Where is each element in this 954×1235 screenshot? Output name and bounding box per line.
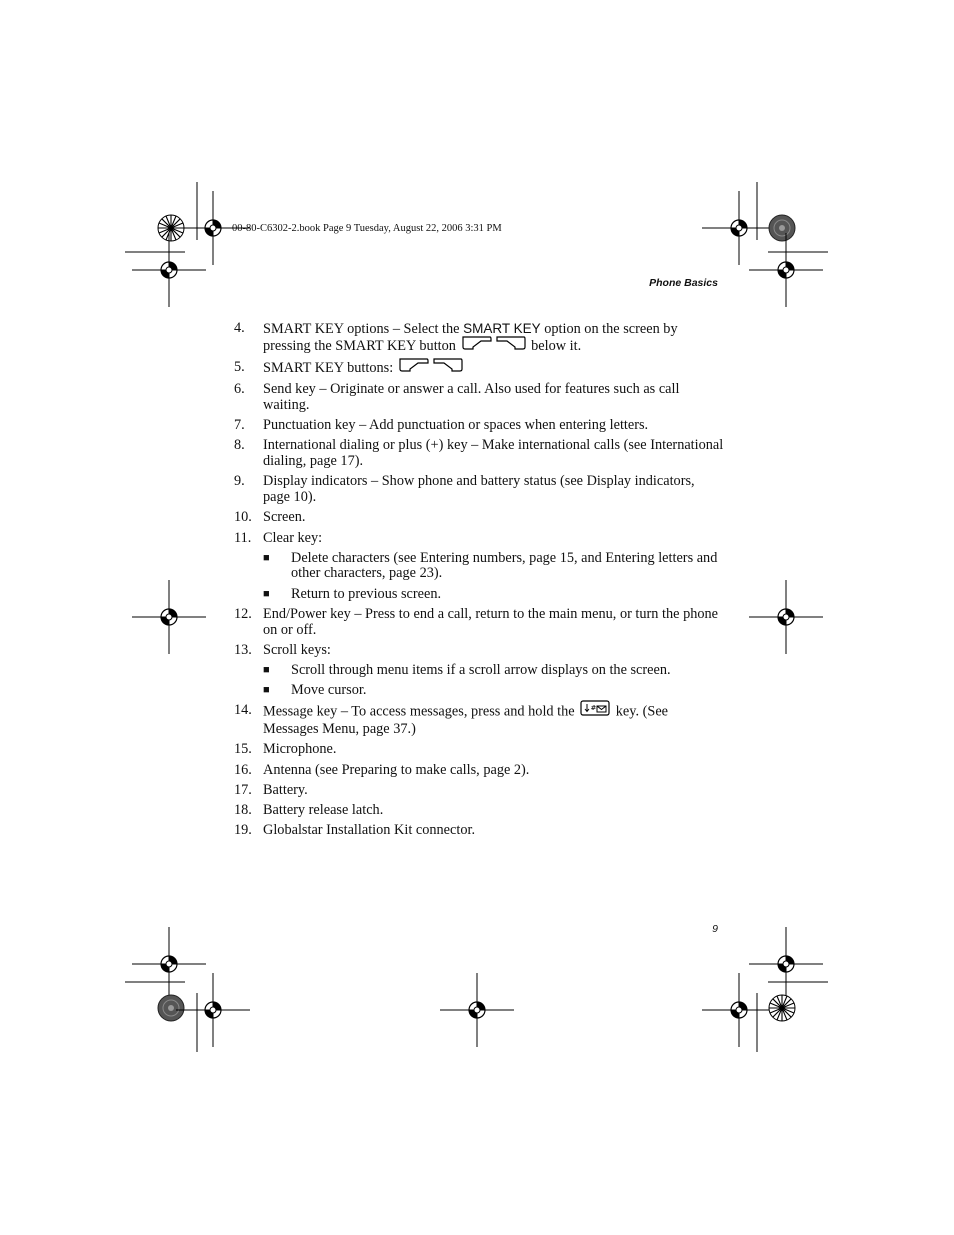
bullet-icon: ■ bbox=[263, 551, 270, 564]
smart-key-label: SMART KEY bbox=[463, 321, 541, 336]
item-number: 16. bbox=[234, 761, 252, 778]
list-item bbox=[234, 510, 724, 526]
item-number: 7. bbox=[234, 417, 245, 434]
item-text-part: key. (See Messages Menu, page 37.) bbox=[263, 704, 669, 738]
item-number: 17. bbox=[234, 781, 252, 798]
item-content bbox=[263, 643, 724, 699]
item-number: 10. bbox=[234, 509, 252, 526]
list-item bbox=[234, 703, 724, 738]
section-header: Phone Basics bbox=[649, 277, 718, 289]
item-text: End/Power key – Press to end a call, return to the main menu, or turn the phone on or off. bbox=[263, 605, 719, 638]
item-text: International dialing or plus (+) key – Make international calls (see International dialing, page 17). bbox=[263, 437, 724, 470]
list-item bbox=[234, 321, 724, 356]
smart-key-right-icon bbox=[432, 356, 464, 378]
list-item bbox=[234, 531, 724, 603]
item-text: Punctuation key – Add punctuation or spaces when entering letters. bbox=[263, 417, 649, 434]
item-text-part: SMART KEY options – Select the bbox=[263, 321, 464, 337]
item-text bbox=[263, 360, 724, 378]
item-number: 15. bbox=[234, 741, 252, 758]
key-list bbox=[234, 321, 724, 843]
item-text: Microphone. bbox=[263, 741, 337, 758]
item-text: Display indicators – Show phone and battery status (see Display indicators, page 10). bbox=[263, 473, 695, 506]
list-item bbox=[234, 474, 724, 506]
item-text: Globalstar Installation Kit connector. bbox=[263, 822, 476, 839]
item-text: Scroll keys: bbox=[263, 641, 331, 658]
smart-key-right-icon bbox=[495, 334, 527, 356]
bullet-text: Return to previous screen. bbox=[291, 585, 442, 602]
list-item bbox=[234, 382, 724, 414]
list-item bbox=[234, 783, 724, 799]
item-text-part: option on the screen by pressing the SMART KEY button bbox=[263, 321, 678, 354]
item-number: 18. bbox=[234, 801, 252, 818]
bullet-item bbox=[263, 663, 724, 679]
bullet-icon: ■ bbox=[263, 664, 270, 677]
item-number: 12. bbox=[234, 605, 252, 622]
item-number: 9. bbox=[234, 473, 245, 490]
bullet-icon: ■ bbox=[263, 684, 270, 697]
item-content bbox=[263, 531, 724, 603]
item-number: 6. bbox=[234, 381, 245, 398]
file-info: 00-80-C6302-2.book Page 9 Tuesday, August 22, 2006 3:31 PM bbox=[232, 223, 502, 234]
item-text: Clear key: bbox=[263, 529, 323, 546]
bullet-text: Scroll through menu items if a scroll arrow displays on the screen. bbox=[291, 662, 671, 679]
item-number: 4. bbox=[234, 320, 245, 336]
smart-key-left-icon bbox=[461, 334, 493, 356]
list-item bbox=[234, 742, 724, 758]
bullet-text: Move cursor. bbox=[291, 682, 367, 699]
item-text: Antenna (see Preparing to make calls, page 2). bbox=[263, 761, 530, 778]
item-text bbox=[263, 321, 724, 356]
item-number: 14. bbox=[234, 702, 252, 719]
bullet-text: Delete characters (see Entering numbers, page 15, and Entering letters and other characters, page 23). bbox=[291, 549, 718, 582]
bullet-item bbox=[263, 587, 724, 603]
item-text: Screen. bbox=[263, 509, 306, 526]
page-number: 9 bbox=[712, 923, 718, 935]
list-item bbox=[234, 763, 724, 779]
item-text-part: SMART KEY buttons: bbox=[263, 360, 397, 377]
list-item bbox=[234, 803, 724, 819]
bullet-item bbox=[263, 683, 724, 699]
list-item bbox=[234, 360, 724, 378]
item-number: 11. bbox=[234, 529, 252, 546]
list-item bbox=[234, 823, 724, 839]
item-number: 13. bbox=[234, 641, 252, 658]
item-text: Send key – Originate or answer a call. Also used for features such as call waiting. bbox=[263, 381, 680, 413]
list-item bbox=[234, 607, 724, 639]
list-item bbox=[234, 643, 724, 699]
item-number: 19. bbox=[234, 822, 252, 839]
smart-key-left-icon bbox=[398, 356, 430, 378]
bullet-icon: ■ bbox=[263, 587, 270, 600]
item-text-part: Message key – To access messages, press and hold the bbox=[263, 704, 579, 721]
item-number: 5. bbox=[234, 358, 245, 375]
svg-text:#: # bbox=[590, 704, 597, 713]
item-text: Battery release latch. bbox=[263, 801, 384, 818]
item-text-part: below it. bbox=[527, 337, 582, 354]
list-item bbox=[234, 438, 724, 470]
bullet-item bbox=[263, 551, 724, 583]
message-key-icon bbox=[579, 699, 611, 722]
item-text bbox=[263, 703, 724, 738]
item-text: Battery. bbox=[263, 781, 308, 798]
list-item bbox=[234, 418, 724, 434]
item-number: 8. bbox=[234, 437, 245, 454]
